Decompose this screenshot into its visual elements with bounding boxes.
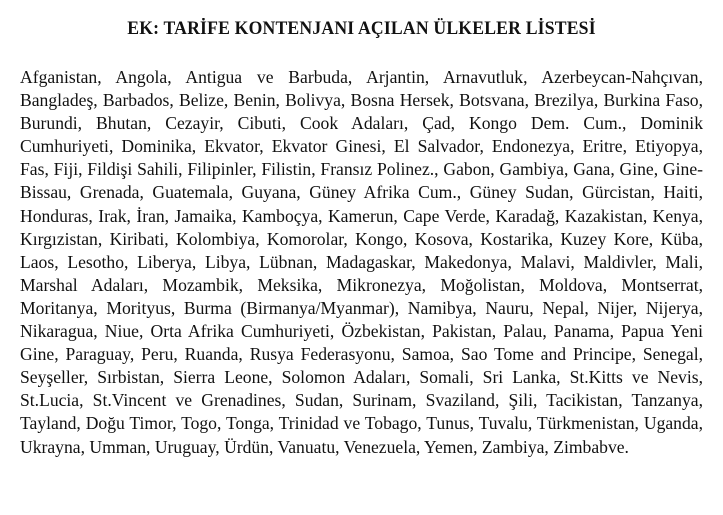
document-title: EK: TARİFE KONTENJANI AÇILAN ÜLKELER LİSTESİ: [127, 18, 596, 39]
country-list-paragraph: Afganistan, Angola, Antigua ve Barbuda, Arjantin, Arnavutluk, Azerbeycan-Nahçıvan, Bangladeş, Barbados, Belize, Benin, Bolivya, Bosna Hersek, Botsvana, Brezilya, Burkina Faso, Burundi, Bhutan, Cezayir, Cibuti, Cook Adaları, Çad, Kongo Dem. Cum., Dominik Cumhuriyeti, Dominika, Ekvator, Ekvator Ginesi, El Salvador, Endonezya, Eritre, Etiyopya, Fas, Fiji, Fildişi Sahili, Filipinler, Filistin, Fransız Polinez., Gabon, Gambiya, Gana, Gine, Gine-Bissau, Grenada, Guatemala, Guyana, Güney Afrika Cum., Güney Sudan, Gürcistan, Haiti, Honduras, Irak, İran, Jamaika, Kamboçya, Kamerun, Cape Verde, Karadağ, Kazakistan, Kenya, Kırgızistan, Kiribati, Kolombiya, Komorolar, Kongo, Kosova, Kostarika, Kuzey Kore, Küba, Laos, Lesotho, Liberya, Libya, Lübnan, Madagaskar, Makedonya, Malavi, Maldivler, Mali, Marshal Adaları, Mozambik, Meksika, Mikronezya, Moğolistan, Moldova, Montserrat, Moritanya, Morityus, Burma (Birmanya/Myanmar), Namibya, Nauru, Nepal, Nijer, Nijerya, Nikaragua, Niue, Orta Afrika Cumhuriyeti, Özbekistan, Pakistan, Palau, Panama, Papua Yeni Gine, Paraguay, Peru, Ruanda, Rusya Federasyonu, Samoa, Sao Tome and Principe, Senegal, Seyşeller, Sırbistan, Sierra Leone, Solomon Adaları, Somali, Sri Lanka, St.Kitts ve Nevis, St.Lucia, St.Vincent ve Grenadines, Sudan, Surinam, Svaziland, Şili, Tacikistan, Tanzanya, Tayland, Doğu Timor, Togo, Tonga, Trinidad ve Tobago, Tunus, Tuvalu, Türkmenistan, Uganda, Ukrayna, Umman, Uruguay, Ürdün, Vanuatu, Venezuela, Yemen, Zambiya, Zimbabve.: [20, 67, 703, 457]
